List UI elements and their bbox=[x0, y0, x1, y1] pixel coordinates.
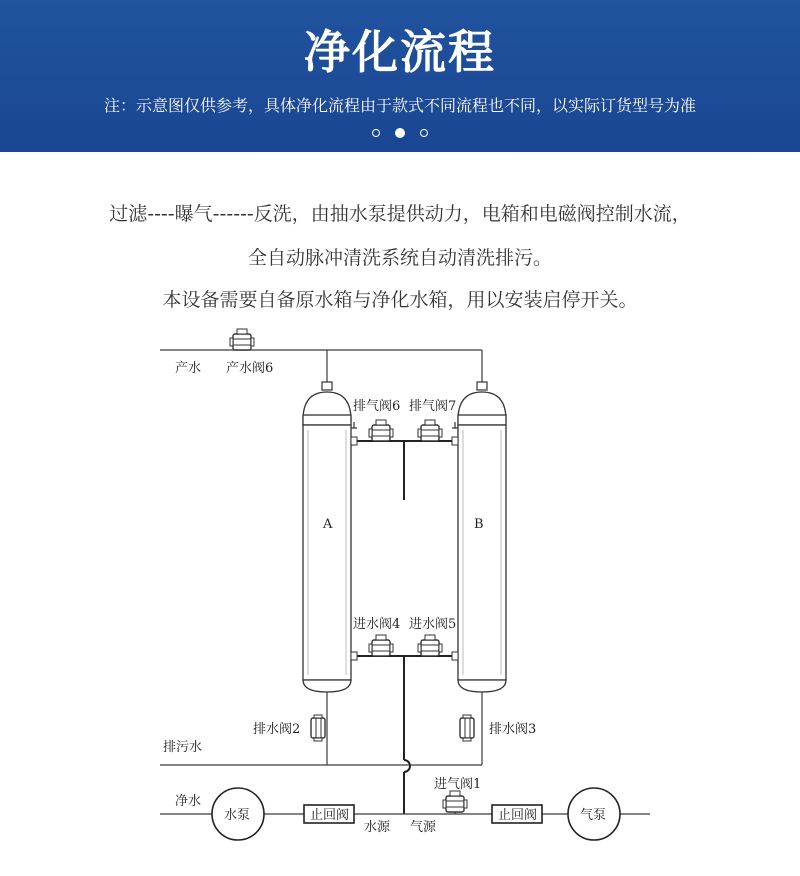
drain-valve-3-label: 排水阀3 bbox=[489, 722, 537, 737]
check-valve-left-label: 止回阀 bbox=[310, 808, 350, 823]
description-line-1: 过滤----曝气------反洗，由抽水泵提供动力，电箱和电磁阀控制水流， bbox=[109, 203, 691, 225]
tank-a-label: A bbox=[323, 517, 333, 532]
drain-valve-2-icon[interactable] bbox=[311, 715, 325, 741]
air-pump-label: 气泵 bbox=[580, 808, 607, 823]
inlet-valve-4-icon[interactable] bbox=[369, 635, 393, 656]
check-valve-right-label: 止回阀 bbox=[498, 808, 538, 823]
description-line-3: 本设备需要自备原水箱与净化水箱，用以安装启停开关。 bbox=[162, 289, 638, 311]
water-pump[interactable] bbox=[212, 788, 264, 840]
product-water-line bbox=[160, 350, 482, 385]
air-inlet-valve-label: 进气阀1 bbox=[434, 777, 482, 792]
exhaust-valve-7-icon[interactable] bbox=[418, 420, 442, 441]
air-source-label: 气源 bbox=[410, 820, 437, 835]
product-valve-icon[interactable] bbox=[230, 329, 254, 350]
exhaust-valve-6-label: 排气阀6 bbox=[353, 399, 401, 414]
inlet-valve-5-icon[interactable] bbox=[418, 635, 442, 656]
inlet-valve-5-label: 进水阀5 bbox=[409, 617, 457, 632]
water-pump-label: 水泵 bbox=[224, 808, 251, 823]
carousel-dot-1[interactable] bbox=[372, 129, 380, 137]
tank-b-label: B bbox=[474, 517, 484, 532]
product-water-label: 产水 bbox=[175, 361, 202, 376]
inlet-valve-4-label: 进水阀4 bbox=[353, 617, 401, 632]
product-valve-label: 产水阀6 bbox=[226, 361, 274, 376]
drain-valve-3-icon[interactable] bbox=[460, 715, 474, 741]
check-valve-left[interactable] bbox=[304, 805, 354, 823]
check-valve-right[interactable] bbox=[492, 805, 542, 823]
sewage-label: 排污水 bbox=[163, 740, 203, 755]
purification-flow-diagram bbox=[0, 320, 800, 876]
air-inlet-valve-icon[interactable] bbox=[443, 791, 467, 812]
exhaust-valve-6-icon[interactable] bbox=[369, 420, 393, 441]
header-banner bbox=[0, 0, 800, 152]
page-title: 净化流程 bbox=[304, 25, 496, 79]
tank-b bbox=[458, 382, 506, 692]
disclaimer-note: 注：示意图仅供参考，具体净化流程由于款式不同流程也不同，以实际订货型号为准 bbox=[103, 96, 696, 115]
exhaust-valve-7-label: 排气阀7 bbox=[409, 399, 457, 414]
drain-valve-2-label: 排水阀2 bbox=[253, 722, 301, 737]
air-pump[interactable] bbox=[568, 788, 620, 840]
water-source-label: 水源 bbox=[364, 820, 391, 835]
carousel-dot-3[interactable] bbox=[420, 129, 428, 137]
description-line-2: 全自动脉冲清洗系统自动清洗排污。 bbox=[247, 247, 552, 269]
carousel-dots bbox=[0, 122, 800, 136]
carousel-dot-2-active[interactable] bbox=[395, 128, 405, 138]
clean-water-label: 净水 bbox=[175, 794, 202, 809]
tank-a bbox=[303, 382, 351, 692]
